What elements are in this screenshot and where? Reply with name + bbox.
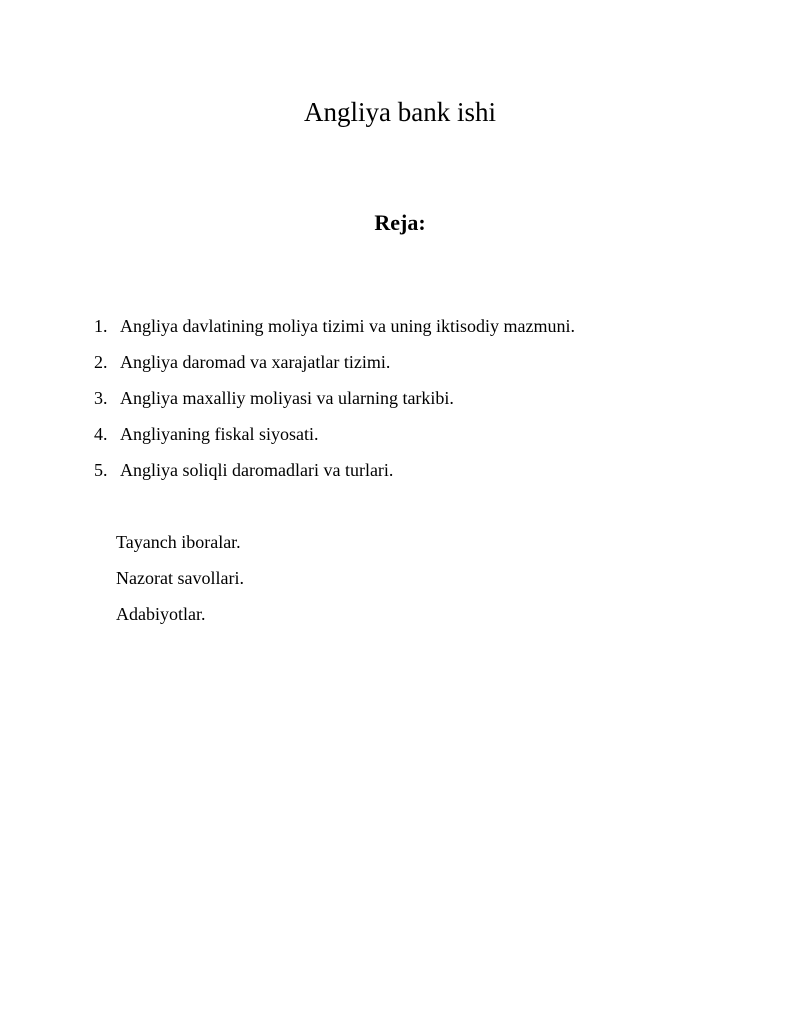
- plan-item-text: Angliya maxalliy moliyasi va ularning tarkibi.: [120, 388, 454, 408]
- plan-item-number: 2.: [94, 352, 108, 372]
- plan-item-1: [94, 308, 654, 344]
- plan-item-4: [94, 416, 654, 452]
- plan-item-5: [94, 452, 654, 488]
- document-title: Angliya bank ishi: [304, 97, 496, 127]
- plan-item-text: Angliya soliqli daromadlari va turlari.: [120, 460, 394, 480]
- plan-item-number: 5.: [94, 460, 108, 480]
- plan-item-3: [94, 380, 654, 416]
- plan-item-number: 1.: [94, 316, 108, 336]
- plan-item-number: 3.: [94, 388, 108, 408]
- plan-item-text: Angliya daromad va xarajatlar tizimi.: [120, 352, 391, 372]
- extra-item-review-questions: Nazorat savollari.: [116, 568, 244, 588]
- plan-item-text: Angliya davlatining moliya tizimi va uning iktisodiy mazmuni.: [120, 316, 575, 336]
- plan-list: [94, 308, 654, 488]
- plan-heading: Reja:: [374, 210, 426, 235]
- plan-item-number: 4.: [94, 424, 108, 444]
- extra-item-references: Adabiyotlar.: [116, 604, 206, 624]
- plan-item-text: Angliyaning fiskal siyosati.: [120, 424, 319, 444]
- extra-item-key-terms: Tayanch iboralar.: [116, 532, 241, 552]
- plan-item-2: [94, 344, 654, 380]
- extra-list: [116, 524, 244, 632]
